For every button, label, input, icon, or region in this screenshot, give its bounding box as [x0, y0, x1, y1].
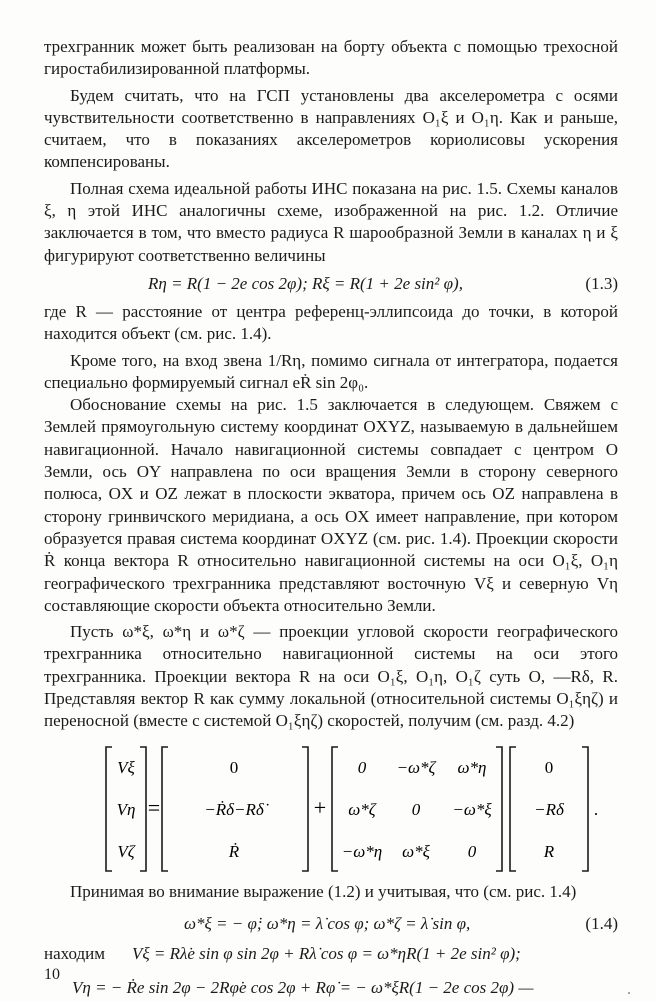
equation-1-4-number: (1.4): [585, 913, 618, 933]
col2-1: −Rδ: [534, 799, 564, 819]
paragraph-1: трехгранник может быть реализован на борту объекта с помощью трехосной гиростабилизированной платформы.: [44, 37, 618, 79]
paragraph-7: Пусть ω*ξ, ω*η и ω*ζ — проекции угловой скорости географического трехгранника относительно навигационной системы на оси этого трехгранника. Проекции вектора R на оси O₁ξ, O₁η, O₁ζ суть O, —Rδ, R. Представляя вектор R как сумму локальной (относительной системы O₁ξηζ) и переносной (вместе с системой O₁ξηζ) скоростей, получим (см. разд. 4.2): [44, 622, 618, 731]
page-content: [44, 36, 618, 1001]
matrix-period: .: [593, 799, 599, 819]
col2-0: 0: [544, 757, 554, 777]
paragraph-6: Обоснование схемы на рис. 1.5 заключается в следующем. Свяжем с Землей прямоугольную систему координат OXYZ, называемую в дальнейшем навигационной. Начало навигационной системы совпадает с центром O Земли, ось OY направлена по оси вращения Земли в сторону северного полюса, OX и OZ лежат в плоскости экватора, причем ось OZ направлена в сторону гринвичского меридиана, а ось OX имеет направление, при котором образуется правая система координат OXYZ (см. рис. 1.4). Проекции скорости Ṙ конца вектора R относительно навигационной системы на оси O₁ξ, O₁η географического трехгранника представляют восточную Vξ и северную Vη составляющие скорости объекта относительно Земли.: [44, 395, 618, 615]
m3-2-2: 0: [467, 841, 477, 861]
lhs-2: Vζ: [117, 841, 135, 861]
found-line: [44, 943, 618, 967]
page-number: 10: [44, 966, 60, 983]
equation-1-3-number: (1.3): [585, 273, 618, 293]
col2-2: R: [543, 841, 555, 861]
plus-sign: +: [313, 794, 327, 820]
paragraph-4: где R — расстояние от центра референц-эллипсоида до точки, в которой находится объект (см. рис. 1.4).: [44, 301, 618, 344]
m3-0-1: −ω*ζ: [396, 757, 436, 777]
m3-0-2: ω*η: [457, 757, 487, 777]
equation-1-3: [44, 271, 618, 297]
col1-1: −Ṙδ−Rδ̇: [204, 799, 264, 819]
m3-2-0: −ω*η: [341, 841, 383, 861]
matrix-equation: [44, 743, 618, 875]
equation-1-3-body: Rη = R(1 − 2e cos 2φ); Rξ = R(1 + 2e sin² φ),: [148, 273, 463, 293]
m3-1-2: −ω*ξ: [452, 799, 492, 819]
lhs-0: Vξ: [117, 757, 135, 777]
v-eta-line: [44, 977, 618, 1001]
equals-sign: =: [147, 794, 161, 820]
col1-0: 0: [229, 757, 239, 777]
equation-1-4: [44, 911, 618, 937]
lhs-1: Vη: [116, 799, 136, 819]
v-xi-equation: Vξ = Rλ̇e sin φ sin 2φ + Rλ̇ cos φ = ω*ηR(1 + 2e sin² φ);: [132, 943, 521, 963]
found-label: находим: [44, 943, 106, 963]
matrix-equation-svg: [44, 743, 618, 875]
m3-0-0: 0: [357, 757, 367, 777]
v-eta-equation: Vη = − Ṙe sin 2φ − 2Rφ̇e cos 2φ + Rφ̇ = − ω*ξR(1 − 2e cos 2φ) —: [72, 977, 534, 997]
paragraph-3: Полная схема идеальной работы ИНС показана на рис. 1.5. Схемы каналов ξ, η этой ИНС аналогичны схеме, изображенной на рис. 1.2. Отличие заключается в том, что вместо радиуса R шарообразной Земли в каналах η и ξ фигурируют соответственно величины: [44, 178, 618, 265]
paragraph-2: Будем считать, что на ГСП установлены два акселерометра с осями чувствительности соответственно в направлениях O₁ξ и O₁η. Как и раньше, считаем, что в показаниях акселерометров кориолисовы ускорения компенсированы.: [44, 85, 618, 172]
m3-1-1: 0: [411, 799, 421, 819]
col1-2: Ṙ: [228, 841, 240, 861]
scan-speck: [628, 992, 630, 994]
paragraph-5: Кроме того, на вход звена 1/Rη, помимо сигнала от интегратора, подается специально формируемый сигнал eṘ sin 2φ₀.: [44, 350, 618, 392]
m3-1-0: ω*ζ: [348, 799, 376, 819]
paragraph-8: Принимая во внимание выражение (1.2) и учитывая, что (см. рис. 1.4): [70, 881, 577, 901]
m3-2-1: ω*ξ: [402, 841, 430, 861]
equation-1-4-body: ω*ξ = − φ̇; ω*η = λ̇ cos φ; ω*ζ = λ̇ sin φ,: [184, 913, 471, 933]
